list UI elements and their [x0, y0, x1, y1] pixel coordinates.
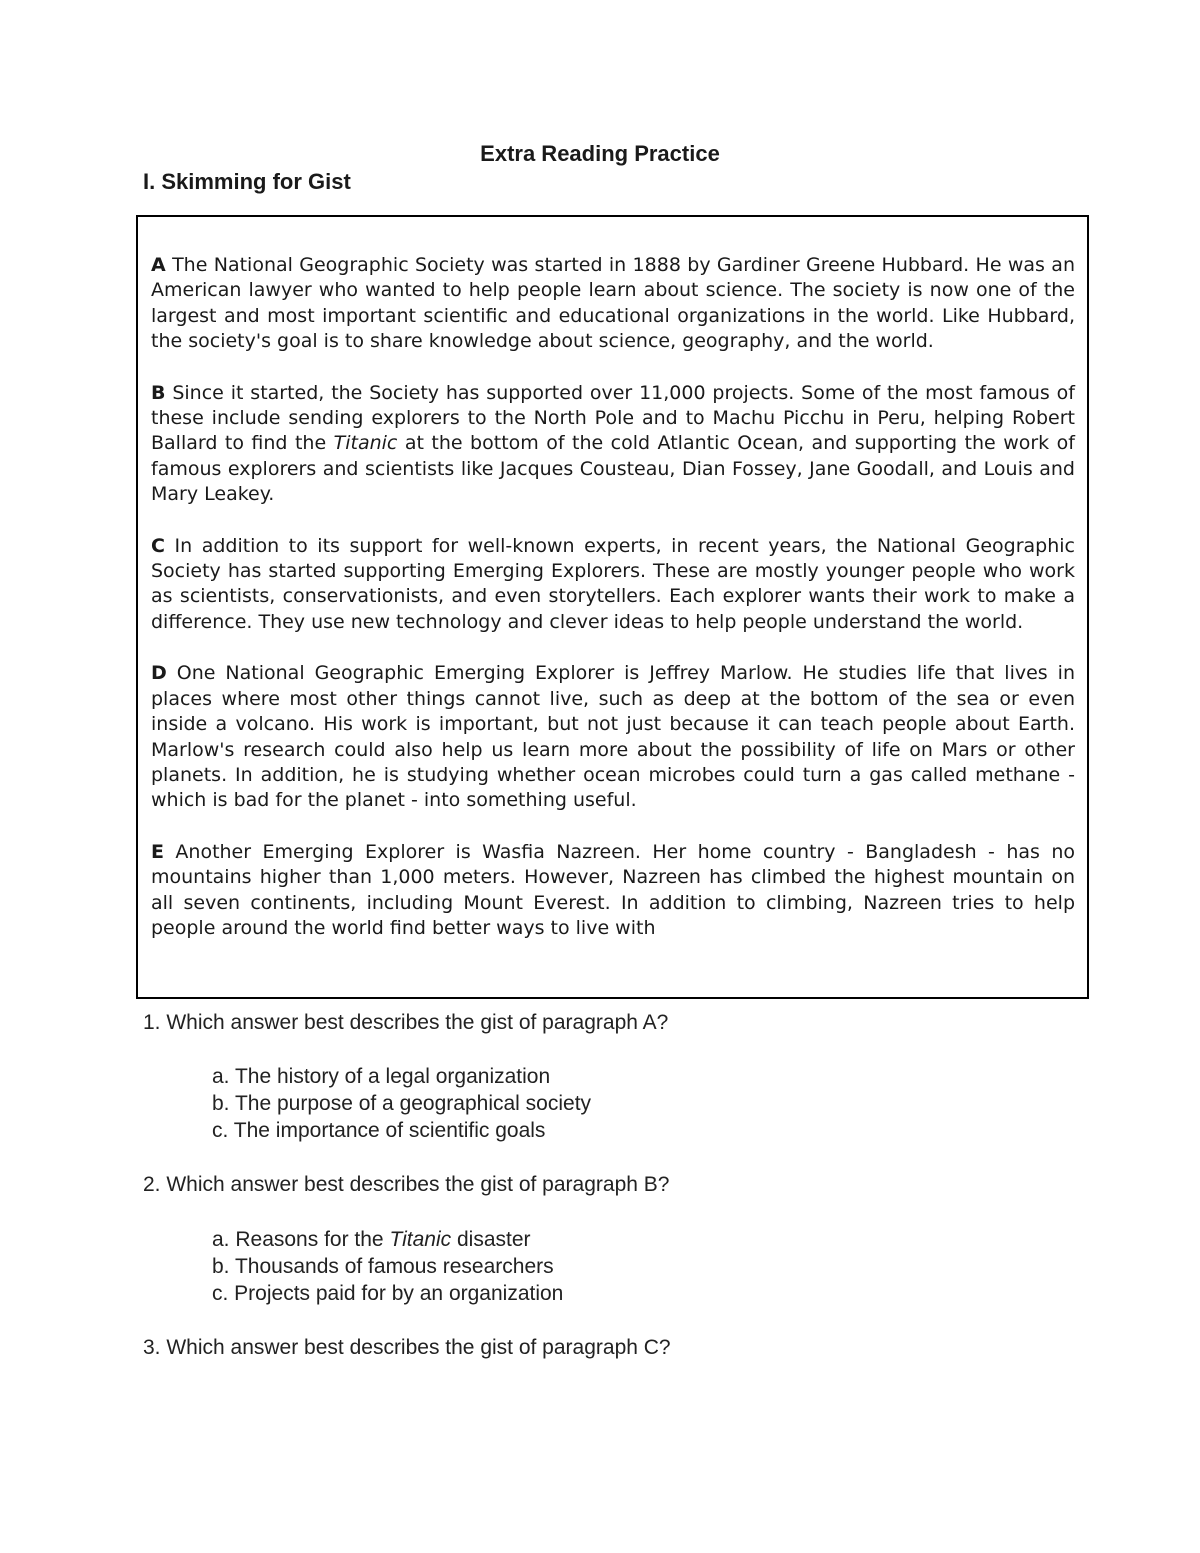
paragraph-letter: B — [151, 381, 166, 404]
section-heading: I. Skimming for Gist — [143, 169, 351, 194]
paragraph-body: Since it started, the Society has supported over 11,000 projects. Some of the most famous of these include sending explorers to the North Pole and to Machu Picchu in Peru, helping Robert Ballard to find the — [151, 381, 1075, 455]
paragraph-letter: C — [151, 534, 165, 557]
option[interactable]: b. The purpose of a geographical society — [212, 1092, 592, 1115]
document-title: Extra Reading Practice — [480, 141, 720, 166]
question-2: 2. Which answer best describes the gist of paragraph B? — [143, 1173, 670, 1196]
paragraph-body: at the bottom of the cold Atlantic Ocean, and supporting the work of famous explorers and scientists like Jacques Cousteau, Dian Fossey, Jane Goodall, and Louis and Mary Leakey. — [151, 432, 1075, 506]
paragraph-letter: E — [151, 840, 164, 863]
option-text: a. Reasons for the — [212, 1228, 384, 1251]
paragraph-letter: A — [151, 254, 166, 276]
paragraph-body: The National Geographic Society was started in 1888 by Gardiner Greene Hubbard. He was an American lawyer who wanted to help people learn about science. The society is now one of the largest and most important scientific and educational organizations in the world. Like Hubbard, the society's goal is to share knowledge about science, geography, and the world. — [151, 254, 1075, 353]
paragraph-letter: D — [151, 662, 167, 685]
option[interactable]: c. Projects paid for by an organization — [212, 1282, 564, 1305]
question-1: 1. Which answer best describes the gist of paragraph A? — [143, 1011, 669, 1034]
option[interactable]: c. The importance of scientific goals — [212, 1119, 546, 1142]
option[interactable]: a. The history of a legal organization — [212, 1065, 551, 1088]
paragraph-d — [151, 661, 1075, 813]
paragraph-body: Another Emerging Explorer is Wasfia Nazreen. Her home country - Bangladesh - has no mountains higher than 1,000 meters. However, Nazreen has climbed the highest mountain on all seven continents, including Mount Everest. In addition to climbing, Nazreen tries to help people around the world find better ways to live with — [151, 840, 1075, 939]
option-text: disaster — [456, 1228, 531, 1251]
option[interactable]: b. Thousands of famous researchers — [212, 1255, 554, 1278]
paragraph-b — [151, 381, 1075, 508]
paragraph-body: One National Geographic Emerging Explorer is Jeffrey Marlow. He studies life that lives in places where most other things cannot live, such as deep at the bottom of the sea or even inside a volcano. His work is important, but not just because it can teach people about Earth. Marlow's research could also help us learn more about the possibility of life on Mars or other planets. In addition, he is studying whether ocean microbes could turn a gas called methane - which is bad for the planet - into something useful. — [151, 662, 1075, 812]
passage-text — [151, 253, 1075, 967]
ship-name-italic: Titanic — [389, 1228, 452, 1251]
question-2-options — [212, 1226, 563, 1307]
passage-box[interactable] — [136, 215, 1089, 999]
paragraph-a — [151, 253, 1075, 355]
ship-name-italic: Titanic — [333, 432, 398, 455]
paragraph-c — [151, 534, 1075, 636]
paragraph-body: In addition to its support for well-known experts, in recent years, the National Geographic Society has started supporting Emerging Explorers. These are mostly younger people who work as scientists, conservationists, and even storytellers. Each explorer wants their work to make a difference. They use new technology and clever ideas to help people understand the world. — [151, 534, 1075, 633]
paragraph-e — [151, 840, 1075, 942]
question-1-options — [212, 1063, 591, 1144]
question-3: 3. Which answer best describes the gist of paragraph C? — [143, 1336, 671, 1359]
option[interactable] — [212, 1226, 563, 1253]
